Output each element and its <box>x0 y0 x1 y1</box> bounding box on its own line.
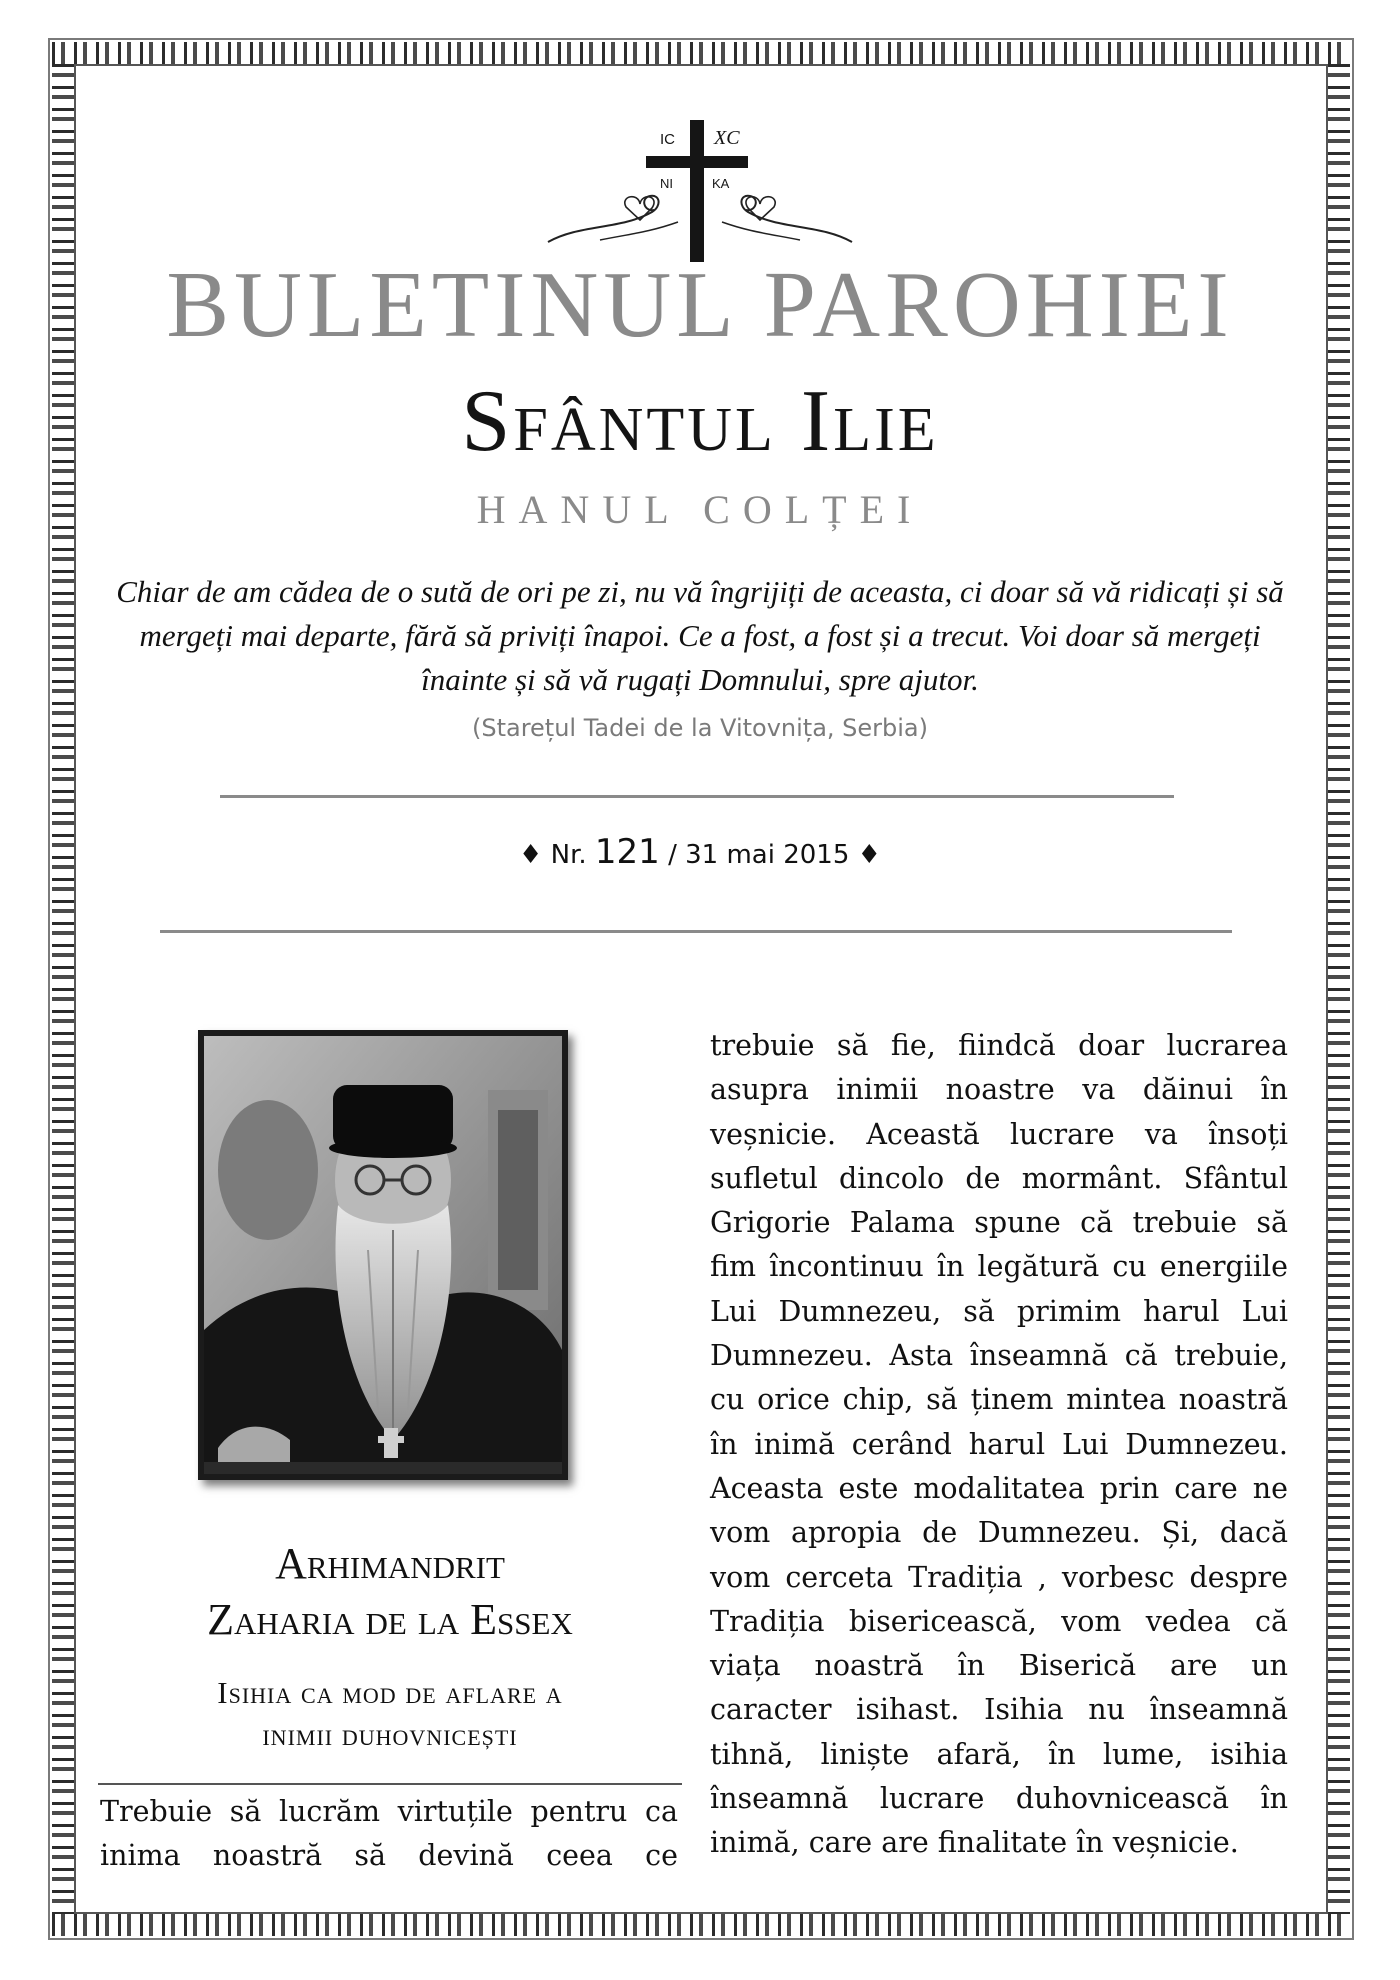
emblem-ka: KA <box>712 176 730 191</box>
author-name <box>110 1536 670 1648</box>
quote-source: (Starețul Tadei de la Vitovnița, Serbia) <box>471 714 928 742</box>
article-body-left: Trebuie să lucrăm virtuțile pentru ca inima noastră să devină ceea ce <box>100 1795 678 1872</box>
author-fullname: Zaharia de la Essex <box>207 1595 573 1644</box>
parish-name: Sfântul Ilie <box>461 373 939 470</box>
article-title-line2: inimii duhovnicești <box>262 1717 518 1752</box>
divider-bottom <box>160 930 1232 933</box>
author-title: Arhimandrit <box>275 1539 505 1588</box>
opening-quote: Chiar de am cădea de o sută de ori pe zi, nu vă îngrijiți de aceasta, ci doar să vă ridicați și să mergeți mai departe, fără să priviți înapoi. Ce a fost, a fost și a trecut. Voi doar să mergeți înainte și să vă rugați Domnului, spre ajutor. <box>116 574 1284 697</box>
issue-prefix: ♦ Nr. <box>519 840 587 870</box>
article-title <box>110 1672 670 1756</box>
bulletin-title: BULETINUL PAROHIEI <box>166 253 1234 357</box>
issue-number: 121 <box>594 832 660 872</box>
emblem-ni: NI <box>660 176 673 191</box>
emblem-ic: IC <box>660 131 675 148</box>
author-portrait-photo <box>198 1030 568 1480</box>
article-title-line1: Isihia ca mod de aflare a <box>217 1675 563 1710</box>
issue-date: / 31 mai 2015 ♦ <box>668 840 881 870</box>
issue-line <box>100 832 1300 872</box>
article-divider <box>98 1783 682 1785</box>
cross-emblem-icon <box>540 112 860 262</box>
emblem-xc: XC <box>714 127 740 149</box>
article-body-right: trebuie să fie, fiindcă doar lucrarea asupra inimii noastre va dăinui în veșnicie. Această lucrare va însoți sufletul dincolo de mormânt. Sfântul Grigorie Palama spune că trebuie să fim încontinuu în legătură cu energiile Lui Dumnezeu, să primim harul Lui Dumnezeu. Asta înseamnă că trebuie, cu orice chip, să ținem mintea noastră în inimă cerând harul Lui Dumnezeu. Aceasta este modalitatea prin care ne vom apropia de Dumnezeu. Și, dacă vom cerceta Tradiția , vorbesc despre Tradiția bisericească, vom vedea că viața noastră în Biserică are un caracter isihast. Isihia nu înseamnă tihnă, liniște afară, în lume, isihia înseamnă lucrare duhovnicească în inimă, care are finalitate în veșnicie. <box>710 1029 1288 1860</box>
divider-top <box>220 795 1174 798</box>
parish-location: HANUL COLȚEI <box>476 487 924 532</box>
